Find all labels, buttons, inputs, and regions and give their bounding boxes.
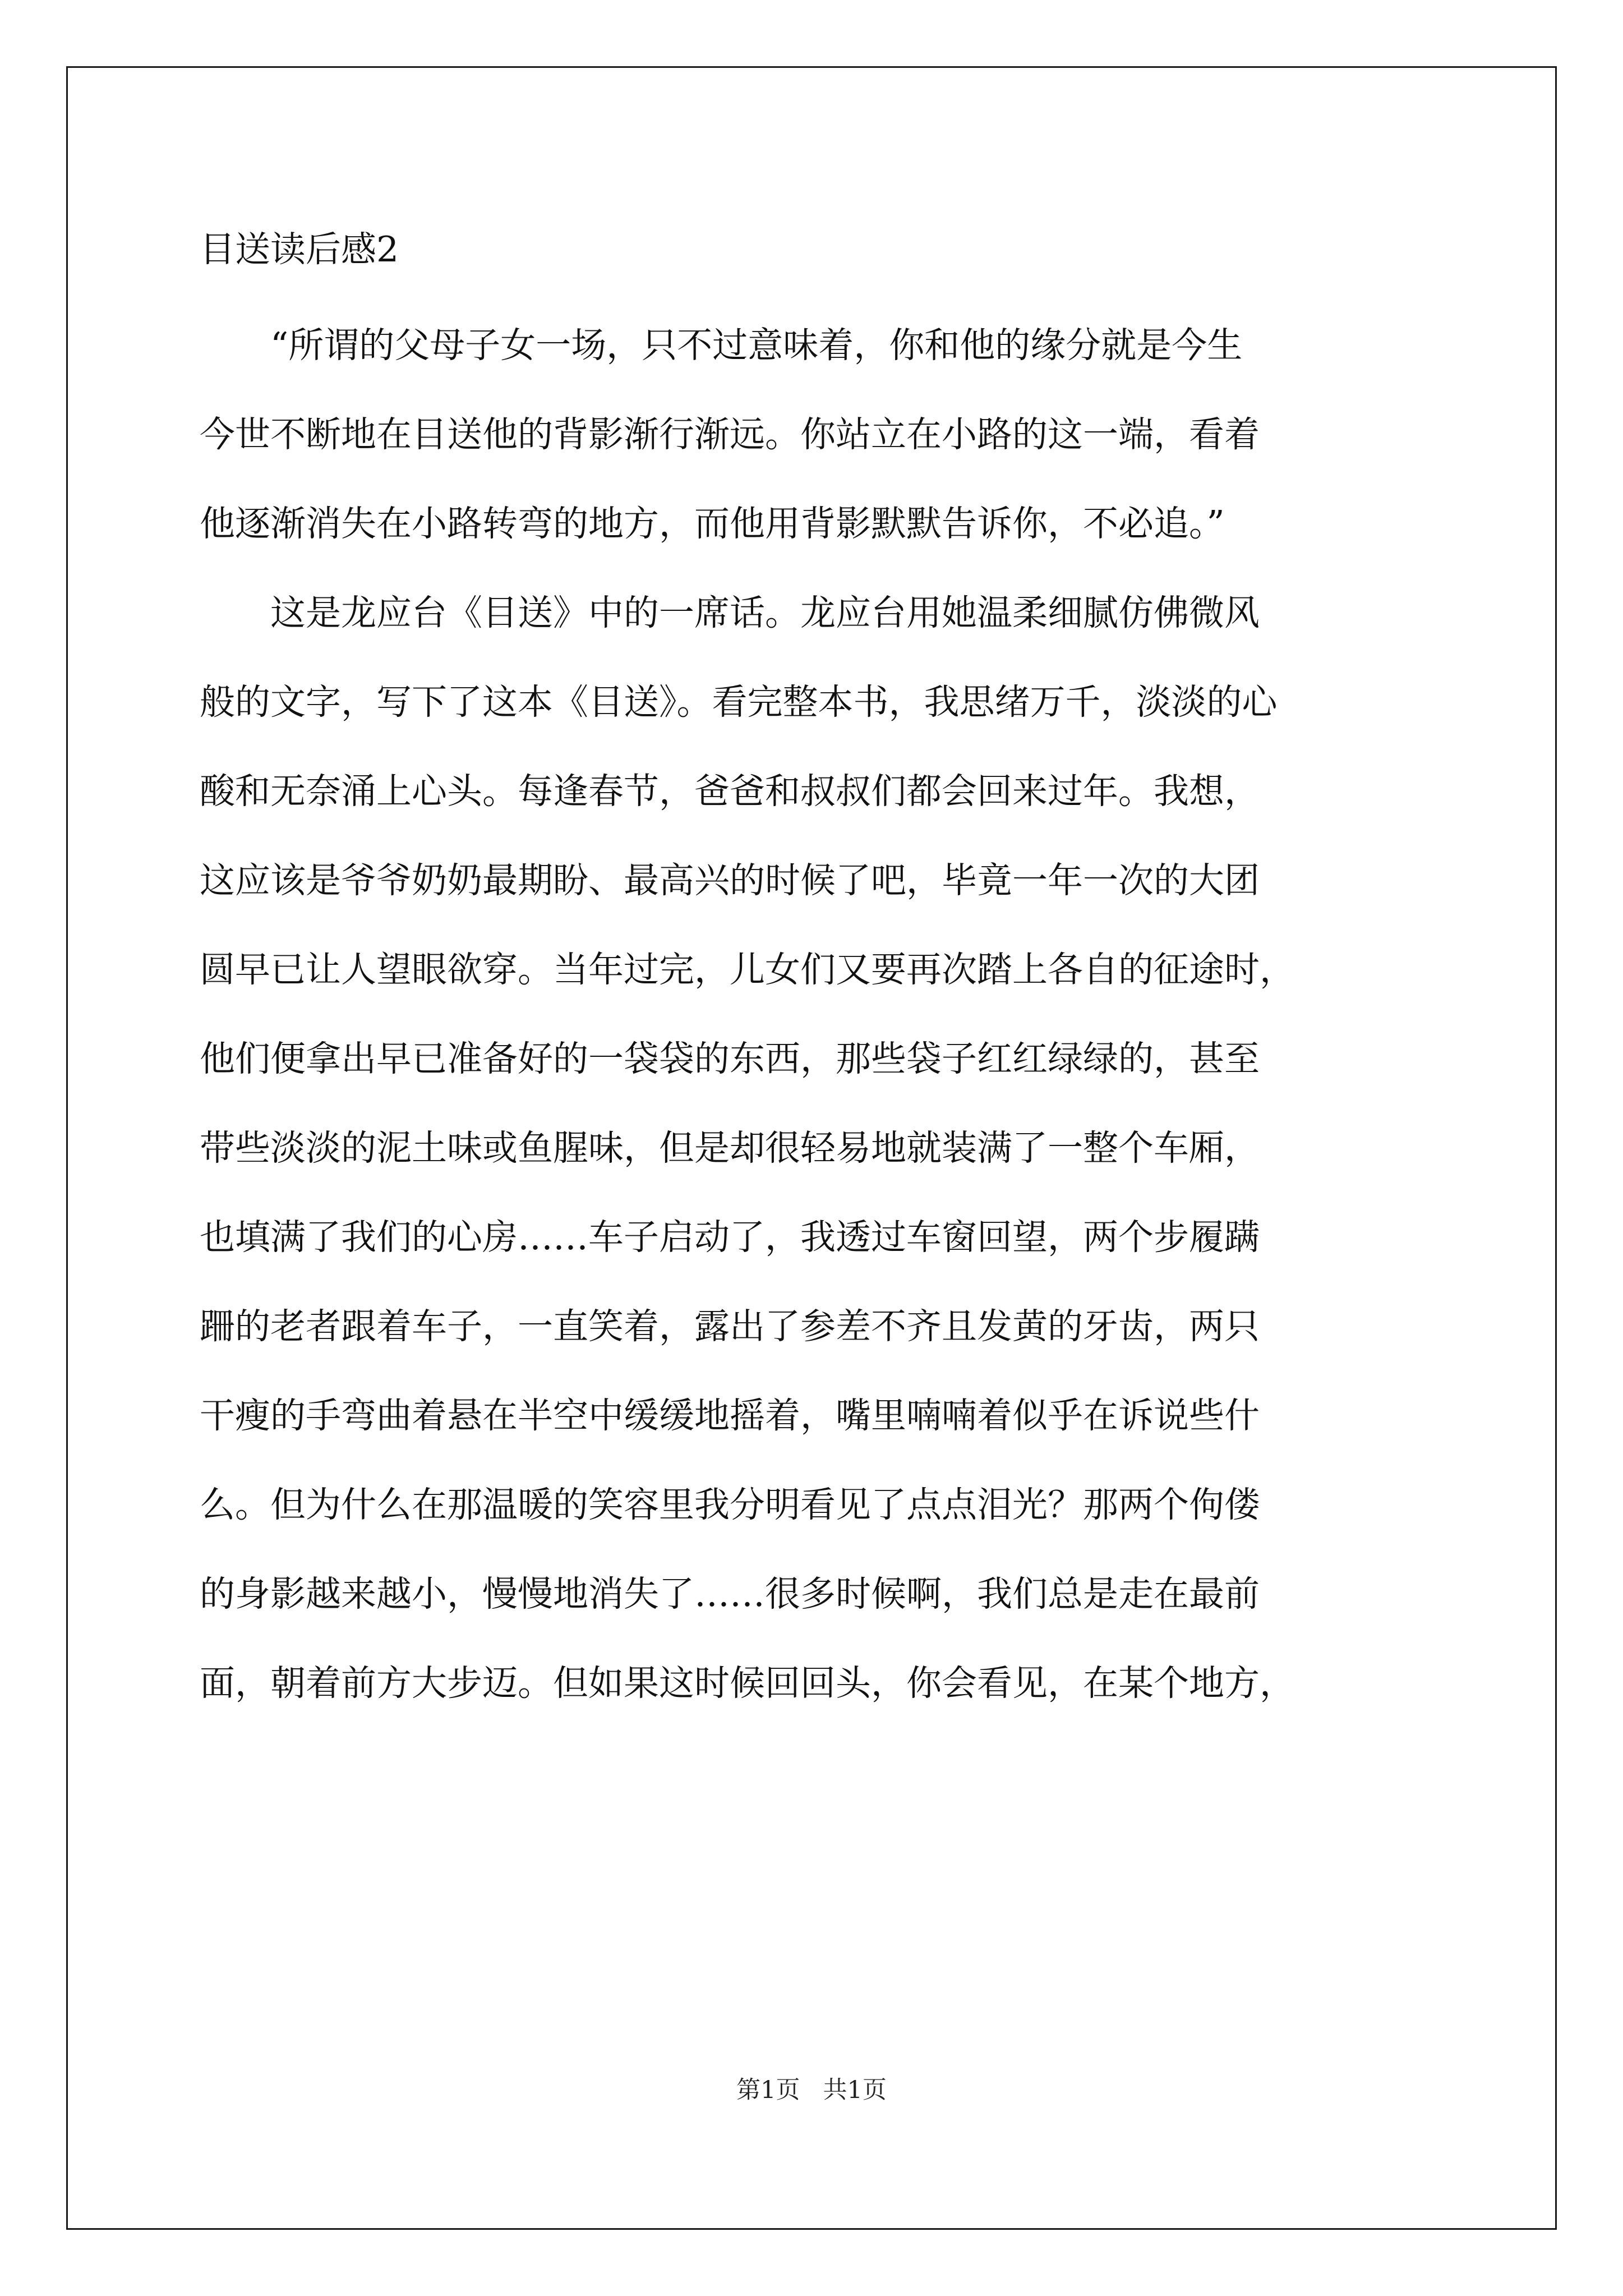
text-line: 这是龙应台《目送》中的一席话。龙应台用她温柔细腻仿佛微风 — [270, 592, 1260, 633]
text-line: 跚的老者跟着车子，一直笑着，露出了参差不齐且发黄的牙齿，两只 — [200, 1306, 1260, 1347]
text-line: 干瘦的手弯曲着悬在半空中缓缓地摇着，嘴里喃喃着似乎在诉说些什 — [200, 1395, 1260, 1436]
text-line: 这应该是爷爷奶奶最期盼、最高兴的时候了吧，毕竟一年一次的大团 — [200, 860, 1260, 901]
text-line: 带些淡淡的泥土味或鱼腥味，但是却很轻易地就装满了一整个车厢， — [200, 1128, 1260, 1168]
document-body — [200, 217, 1441, 1728]
text-line: 也填满了我们的心房……车子启动了，我透过车窗回望，两个步履蹒 — [200, 1217, 1260, 1258]
page-footer: 第1页 共1页 — [736, 2076, 887, 2104]
text-line: 他们便拿出早已准备好的一袋袋的东西，那些袋子红红绿绿的，甚至 — [200, 1038, 1260, 1079]
text-line: 圆早已让人望眼欲穿。当年过完，儿女们又要再次踏上各自的征途时， — [200, 949, 1295, 990]
text-line: 他逐渐消失在小路转弯的地方，而他用背影默默告诉你，不必追。” — [200, 503, 1225, 544]
text-line: 酸和无奈涌上心头。每逢春节，爸爸和叔叔们都会回来过年。我想， — [200, 771, 1260, 812]
text-line: 的身影越来越小，慢慢地消失了……很多时候啊，我们总是走在最前 — [200, 1573, 1260, 1614]
paragraph-2 — [200, 568, 1441, 1728]
document-title: 目送读后感2 — [200, 229, 399, 270]
text-line: “所谓的父母子女一场，只不过意味着，你和他的缘分就是今生 — [270, 325, 1243, 366]
text-line: 么。但为什么在那温暖的笑容里我分明看见了点点泪光？那两个佝偻 — [200, 1484, 1260, 1525]
text-line: 般的文字，写下了这本《目送》。看完整本书，我思绪万千，淡淡的心 — [200, 682, 1278, 723]
text-line: 今世不断地在目送他的背影渐行渐远。你站立在小路的这一端，看着 — [200, 414, 1260, 455]
text-line: 面，朝着前方大步迈。但如果这时候回回头，你会看见，在某个地方， — [200, 1663, 1295, 1704]
paragraph-1 — [200, 301, 1441, 568]
